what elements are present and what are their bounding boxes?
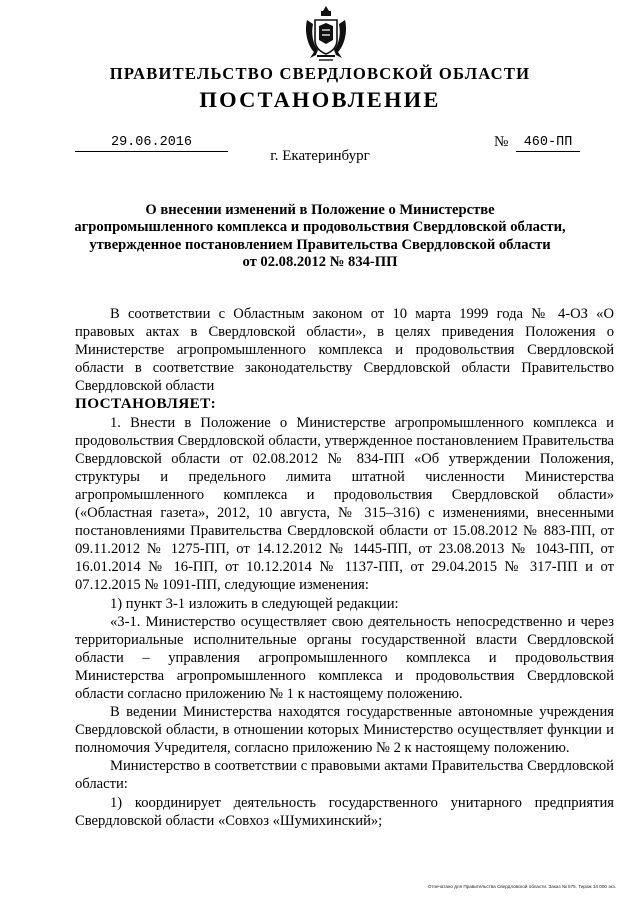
resolve-heading: ПОСТАНОВЛЯЕТ: <box>75 395 217 413</box>
city: г. Екатеринбург <box>270 148 370 164</box>
document-type: ПОСТАНОВЛЕНИЕ <box>199 87 441 112</box>
quoted-paragraph: В ведении Министерства находятся государственные автономные учреждения Свердловской области, в отношении которых Министерство осуществляет функции и полномочия Учредителя, согласно приложению № 2 к настоящему положению. <box>75 704 614 757</box>
title-line: утвержденное постановлением Правительства Свердловской области <box>89 236 551 253</box>
item-1-paragraph: 1. Внести в Положение о Министерстве агропромышленного комплекса и продовольствия Свердловской области, утвержденное постановлением Правительства Свердловской области от 02.08.2012 № 834-ПП «Об утверждении Положения, структуры и предельного лимита штатной численности Министерства агропромышленного комплекса и продовольствия Свердловской области» («Областная газета», 2012, 10 августа, № 315–316) с изменениями, внесенными постановлениями Правительства Свердловской области от 15.08.2012 № 883-ПП, от 09.11.2012 № 1275-ПП, от 14.12.2012 № 1445-ПП, от 23.08.2013 № 1043-ПП, от 16.01.2014 № 16-ПП, от 10.12.2014 № 1137-ПП, от 29.04.2015 № 317-ПП и от 07.12.2015 № 1091-ПП, следующие изменения: <box>75 414 614 594</box>
document-date: 29.06.2016 <box>75 134 228 152</box>
print-note: Отпечатано для Правительства Свердловской области. Заказ № 575. Тираж 14 000 экз. <box>427 884 616 889</box>
document-body <box>75 305 614 830</box>
intro-paragraph: В соответствии с Областным законом от 10 марта 1999 года № 4-ОЗ «О правовых актах в Свердловской области», в целях приведения Положения о Министерстве агропромышленного комплекса и продовольствия Свердловской области в соответствие законодательству Свердловской области Правительство Свердловской области <box>75 306 614 395</box>
quoted-paragraph: 1) координирует деятельность государственного унитарного предприятия Свердловской области «Совхоз «Шумихинский»; <box>75 794 614 829</box>
title-line: от 02.08.2012 № 834-ПП <box>242 253 398 270</box>
title-line: О внесении изменений в Положение о Министерстве <box>145 202 495 218</box>
title-line: агропромышленного комплекса и продовольствия Свердловской области, <box>74 219 566 236</box>
document-title <box>70 202 570 271</box>
government-name: ПРАВИТЕЛЬСТВО СВЕРДЛОВСКОЙ ОБЛАСТИ <box>109 64 531 83</box>
quoted-paragraph: «3-1. Министерство осуществляет свою деятельность непосредственно и через территориальные исполнительные органы государственной власти Свердловской области – управления агропромышленного комплекса и продовольствия Министерства агропромышленного комплекса и продовольствия Свердловской области согласно приложению № 1 к настоящему положению. <box>75 613 614 702</box>
number-label: № <box>494 134 509 150</box>
coat-of-arms-emblem <box>303 6 349 62</box>
subitem-1-paragraph: 1) пункт 3-1 изложить в следующей редакции: <box>110 595 399 612</box>
document-number: 460-ПП <box>516 134 580 152</box>
quoted-paragraph: Министерство в соответствии с правовыми актами Правительства Свердловской области: <box>75 758 614 793</box>
